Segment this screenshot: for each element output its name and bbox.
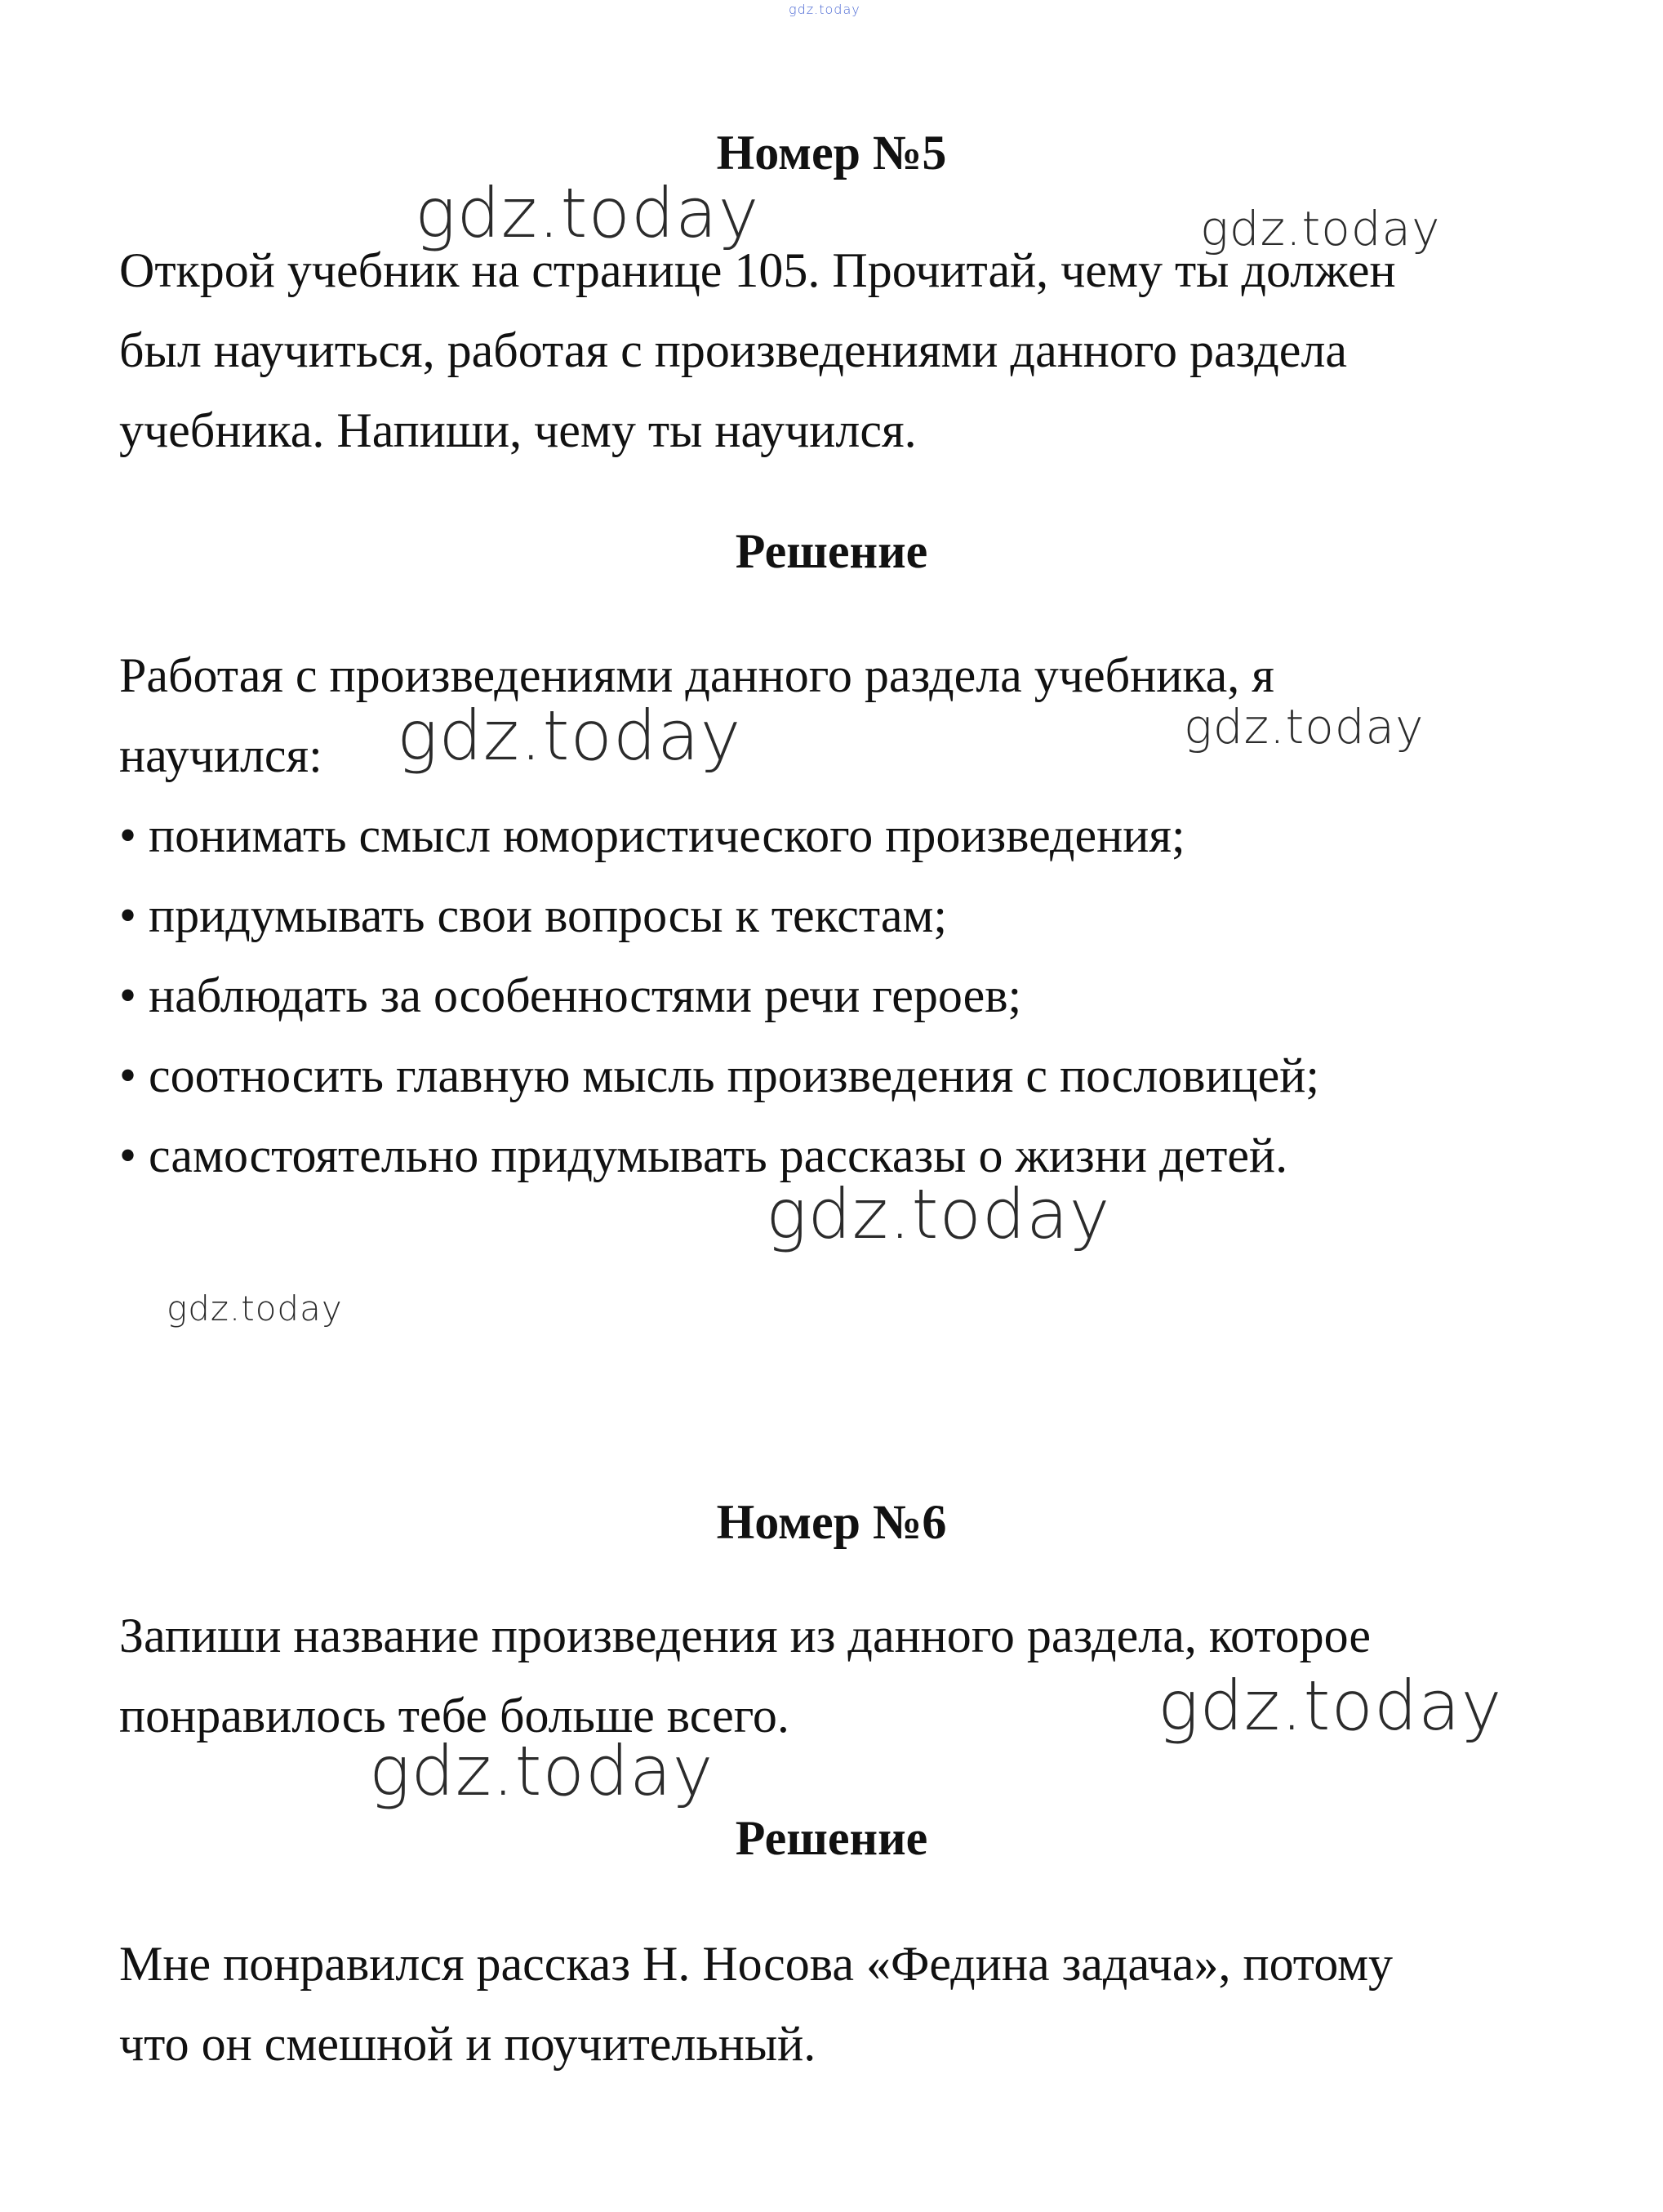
task6-answer-line-2: что он смешной и поучительный. [119,2017,816,2071]
task5-bullet-4: • соотносить главную мысль произведения с пословицей; [119,1048,1320,1102]
watermark: gdz.today [167,1288,343,1329]
task6-solution-label: Решение [735,1811,928,1865]
watermark: gdz.today [766,1174,1111,1254]
task5-answer-intro-line-2: научился: [119,728,322,782]
watermark-top: gdz.today [789,2,860,17]
watermark: gdz.today [415,173,760,253]
task5-heading: Номер №5 [716,126,947,180]
task5-bullet-2: • придумывать свои вопросы к текстам; [119,888,948,942]
task5-bullet-5: • самостоятельно придумывать рассказы о жизни детей. [119,1128,1288,1182]
watermark: gdz.today [397,696,742,776]
task6-answer-line-1: Мне понравился рассказ Н. Носова «Федина задача», потому [119,1937,1394,1991]
task5-question-line-1: Открой учебник на странице 105. Прочитай, чему ты должен [119,243,1396,297]
task5-question-line-2: был научиться, работая с произведениями данного раздела [119,323,1348,377]
task5-bullet-3: • наблюдать за особенностями речи героев; [119,968,1022,1022]
task6-question-line-1: Запиши название произведения из данного раздела, которое [119,1609,1371,1662]
watermark: gdz.today [1200,201,1441,256]
task5-answer-intro-line-1: Работая с произведениями данного раздела учебника, я [119,648,1274,702]
watermark: gdz.today [1184,699,1425,754]
watermark: gdz.today [369,1731,714,1811]
task5-bullet-1: • понимать смысл юмористического произведения; [119,808,1185,862]
watermark: gdz.today [1158,1666,1503,1746]
task5-solution-label: Решение [735,524,928,578]
task6-question-line-2: понравилось тебе больше всего. [119,1689,789,1742]
task5-question-line-3: учебника. Напиши, чему ты научился. [119,403,917,457]
task6-heading: Номер №6 [716,1495,947,1549]
